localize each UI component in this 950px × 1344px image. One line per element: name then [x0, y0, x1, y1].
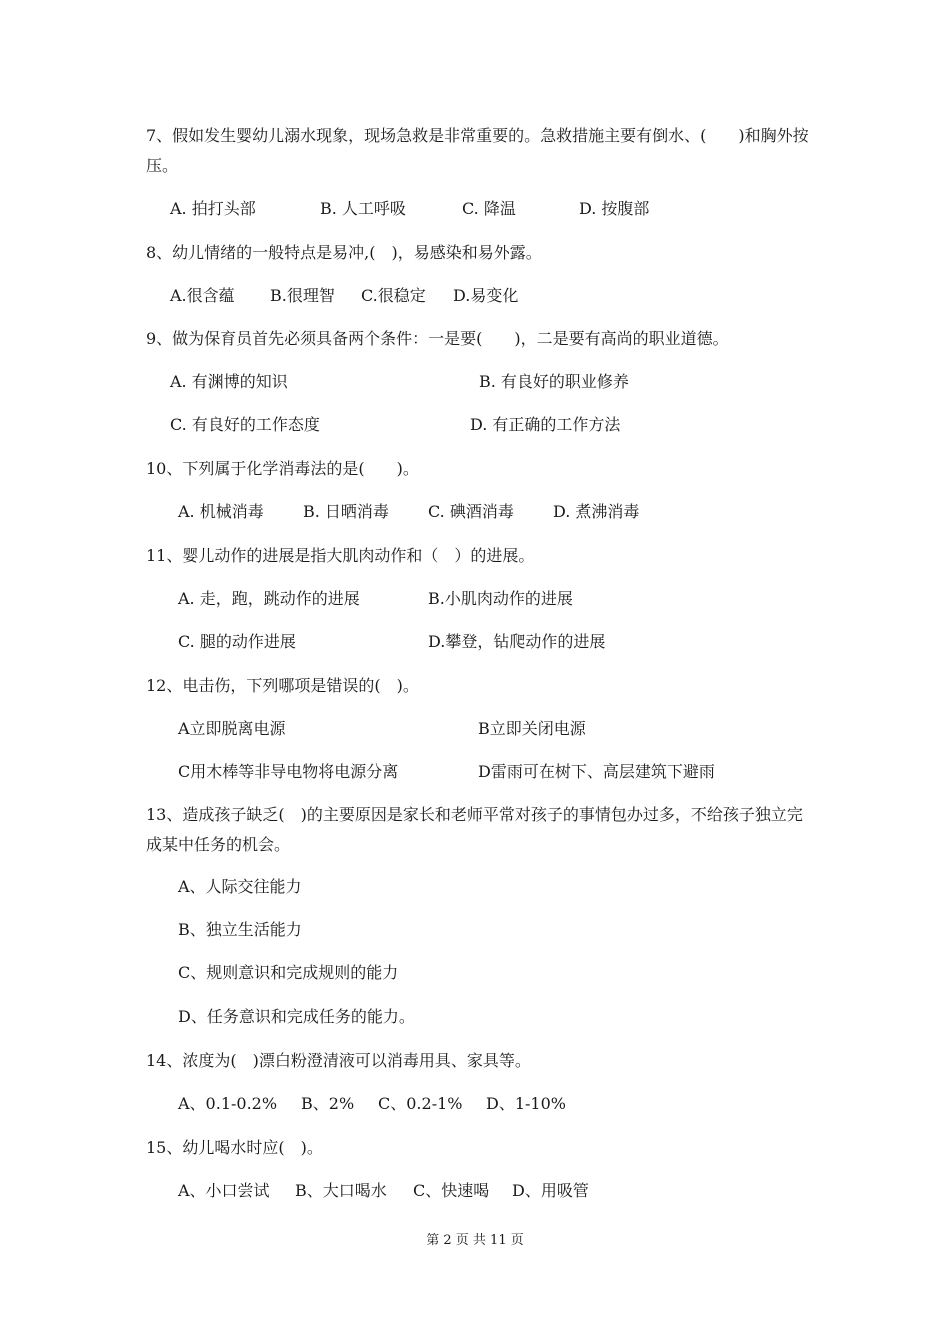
- q10-option-a: A. 机械消毒: [178, 502, 264, 521]
- q8-option-a: A.很含蕴: [170, 286, 235, 305]
- q15-option-a: A、小口尝试: [178, 1181, 270, 1200]
- q7-option-d: D. 按腹部: [579, 199, 650, 218]
- q8-option-b: B.很理智: [270, 286, 335, 305]
- q15-option-d: D、用吸管: [512, 1181, 589, 1200]
- question-15: 15、幼儿喝水时应( )。: [146, 1138, 323, 1157]
- q9-option-d: D. 有正确的工作方法: [470, 415, 621, 434]
- q11-option-b: B.小肌肉动作的进展: [428, 589, 573, 608]
- question-11: 11、婴儿动作的进展是指大肌肉动作和（ ）的进展。: [146, 546, 535, 565]
- q13-option-d: D、任务意识和完成任务的能力。: [178, 1007, 415, 1026]
- q11-option-a: A. 走，跑，跳动作的进展: [178, 589, 360, 608]
- question-9: 9、做为保育员首先必须具备两个条件：一是要( )，二是要有高尚的职业道德。: [146, 329, 729, 348]
- q13-option-b: B、独立生活能力: [178, 920, 302, 939]
- q13-option-a: A、人际交往能力: [178, 877, 302, 896]
- q7-option-c: C. 降温: [462, 199, 516, 218]
- q12-option-a: A立即脱离电源: [178, 719, 286, 738]
- q14-option-c: C、0.2-1%: [378, 1094, 463, 1113]
- question-13: 13、造成孩子缺乏( )的主要原因是家长和老师平常对孩子的事情包办过多，不给孩子独立完成某中任务的机会。: [146, 805, 803, 854]
- q15-option-b: B、大口喝水: [295, 1181, 387, 1200]
- q11-option-d: D.攀登，钻爬动作的进展: [428, 632, 606, 651]
- q12-option-b: B立即关闭电源: [478, 719, 586, 738]
- page-footer: 第 2 页 共 11 页: [426, 1233, 524, 1248]
- q9-option-b: B. 有良好的职业修养: [479, 372, 629, 391]
- q14-option-a: A、0.1-0.2%: [178, 1094, 278, 1113]
- q7-option-a: A. 拍打头部: [170, 199, 256, 218]
- q8-option-c: C.很稳定: [361, 286, 426, 305]
- q10-option-c: C. 碘酒消毒: [428, 502, 514, 521]
- question-10: 10、下列属于化学消毒法的是( )。: [146, 459, 419, 478]
- question-7: 7、假如发生婴幼儿溺水现象，现场急救是非常重要的。急救措施主要有倒水、( )和胸外按压。: [146, 126, 809, 175]
- q13-option-c: C、规则意识和完成规则的能力: [178, 963, 399, 982]
- q8-option-d: D.易变化: [453, 286, 519, 305]
- question-14: 14、浓度为( )漂白粉澄清液可以消毒用具、家具等。: [146, 1051, 531, 1070]
- q9-option-c: C. 有良好的工作态度: [170, 415, 320, 434]
- q15-option-c: C、快速喝: [413, 1181, 490, 1200]
- q10-option-d: D. 煮沸消毒: [553, 502, 640, 521]
- q11-option-c: C. 腿的动作进展: [178, 632, 296, 651]
- q7-option-b: B. 人工呼吸: [320, 199, 406, 218]
- q12-option-d: D雷雨可在树下、高层建筑下避雨: [478, 762, 715, 781]
- q14-option-b: B、2%: [301, 1094, 355, 1113]
- q9-option-a: A. 有渊博的知识: [170, 372, 288, 391]
- q10-option-b: B. 日晒消毒: [303, 502, 389, 521]
- question-12: 12、电击伤，下列哪项是错误的( )。: [146, 676, 419, 695]
- q14-option-d: D、1-10%: [486, 1094, 566, 1113]
- question-8: 8、幼儿情绪的一般特点是易冲,( )，易感染和易外露。: [146, 243, 542, 262]
- q12-option-c: C用木棒等非导电物将电源分离: [178, 762, 399, 781]
